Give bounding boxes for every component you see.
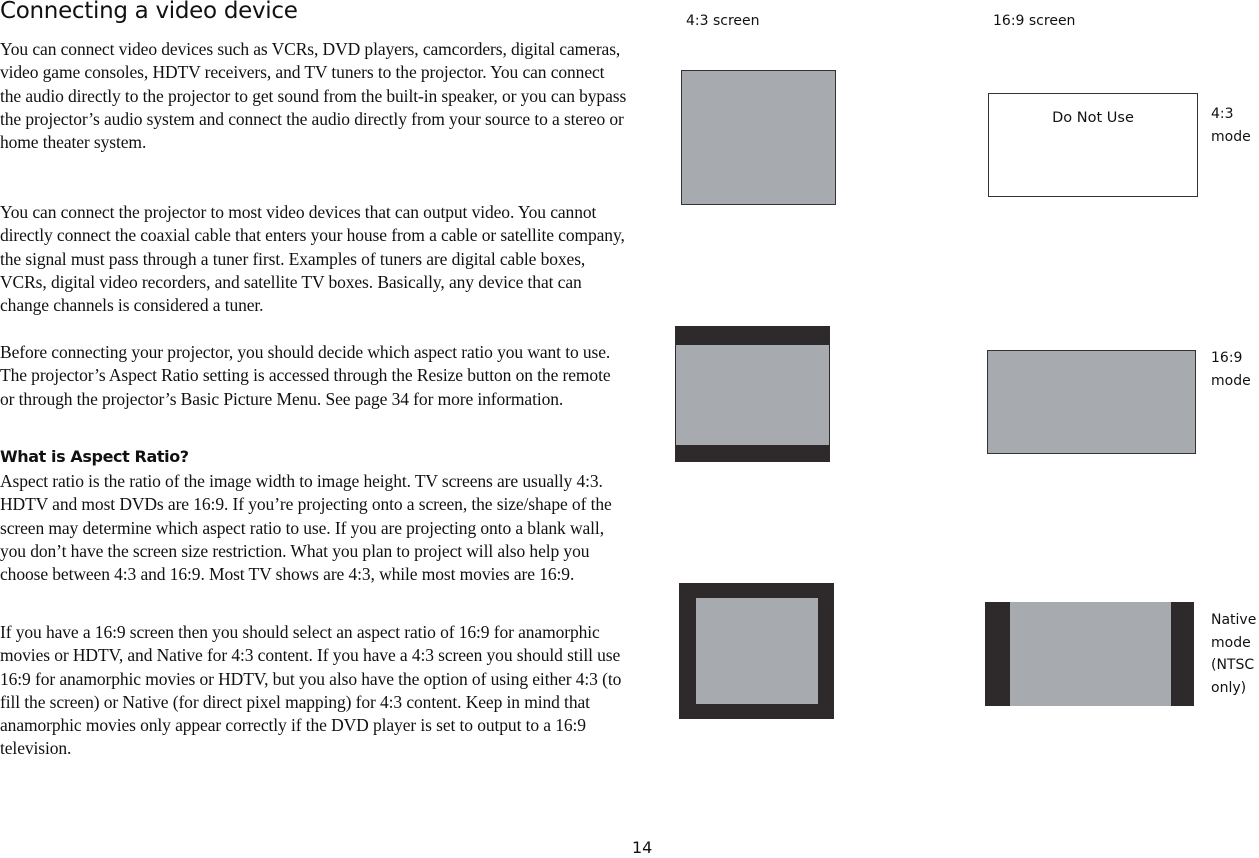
page-title: Connecting a video device [0,0,298,24]
native-image-16-9 [1010,602,1171,706]
screen-16-9-mode-on-4-3 [675,326,830,462]
letterbox-image [676,345,829,445]
aspect-ratio-heading: What is Aspect Ratio? [0,447,189,466]
screen-native-mode-on-4-3 [679,583,834,719]
mode-label-native: Native mode (NTSC only) [1211,612,1257,696]
screen-4-3-mode-on-4-3 [681,70,836,205]
column-label-4-3-screen: 4:3 screen [686,13,760,29]
do-not-use-label: Do Not Use [1052,110,1134,126]
mode-label-16-9: 16:9 mode [1211,350,1251,389]
aspect-paragraph-2: If you have a 16:9 screen then you should select an aspect ratio of 16:9 for anamorphic movies or HDTV, and Native for 4:3 content. If you have a 4:3 screen you should still use 16:9 for anamorphic movies or HDTV, but you also have the option of using either 4:3 (to fill the screen) or Native (for direct pixel mapping) for 4:3 content. Keep in mind that anamorphic movies only appear correctly if the DVD player is set to output to a 16:9 television. [0,622,622,759]
mode-label-4-3: 4:3 mode [1211,106,1251,145]
intro-paragraph-2: You can connect the projector to most video devices that can output video. You cannot directly connect the coaxial cable that enters your house from a cable or satellite company, the signal must pass through a tuner first. Examples of tuners are digital cable boxes, VCRs, digital video recorders, and satellite TV boxes. Basically, any device that can change channels is considered a tuner. [0,202,625,316]
aspect-paragraph-1: Aspect ratio is the ratio of the image width to image height. TV screens are usually 4:3. HDTV and most DVDs are 16:9. If you’re projecting onto a screen, the size/shape of the screen may determine which aspect ratio to use. If you are projecting onto a blank wall, you don’t have the screen size restriction. What you plan to project will also help you choose between 4:3 and 16:9. Most TV shows are 4:3, while most movies are 16:9. [0,471,612,585]
screen-native-mode-on-16-9 [985,602,1194,706]
intro-paragraph-3: Before connecting your projector, you should decide which aspect ratio you want to use. The projector’s Aspect Ratio setting is accessed through the Resize button on the remote or through the projector’s Basic Picture Menu. See page 34 for more information. [0,342,611,409]
native-image-4-3 [696,598,818,704]
screen-4-3-mode-on-16-9 [988,93,1198,197]
column-label-16-9-screen: 16:9 screen [993,13,1076,29]
screen-16-9-mode-on-16-9 [987,350,1196,454]
page-number: 14 [632,838,653,857]
intro-paragraph-1: You can connect video devices such as VCRs, DVD players, camcorders, digital cameras, video game consoles, HDTV receivers, and TV tuners to the projector. You can connect the audio directly to the projector to get sound from the built-in speaker, or you can bypass the projector’s audio system and connect the audio directly from your source to a stereo or home theater system. [0,39,627,153]
